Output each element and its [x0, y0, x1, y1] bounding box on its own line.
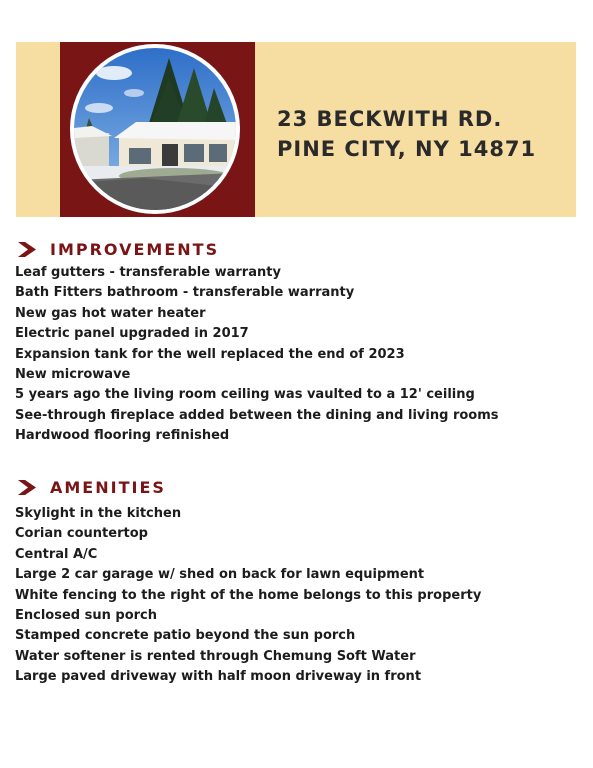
amenities-list [15, 504, 481, 688]
list-item: Water softener is rented through Chemung Soft Water [15, 648, 416, 664]
address-line-street: 23 BECKWITH RD. [277, 107, 503, 131]
chevron-right-icon [18, 242, 36, 257]
amenities-heading [18, 478, 166, 497]
improvements-list [15, 263, 499, 447]
list-item: New gas hot water heater [15, 305, 206, 321]
list-item: Skylight in the kitchen [15, 506, 182, 521]
list-item: White fencing to the right of the home belongs to this property [15, 587, 482, 603]
improvements-title: IMPROVEMENTS [50, 240, 220, 259]
list-item: See-through fireplace added between the dining and living rooms [15, 407, 499, 423]
address-line-city: PINE CITY, NY 14871 [277, 137, 537, 161]
list-item: Expansion tank for the well replaced the end of 2023 [15, 346, 405, 362]
list-item: Large paved driveway with half moon driveway in front [15, 669, 422, 685]
list-item: Electric panel upgraded in 2017 [15, 326, 249, 342]
improvements-heading [18, 240, 219, 259]
house-photo [74, 48, 236, 210]
list-item: Hardwood flooring refinished [15, 428, 230, 444]
chevron-right-icon [18, 480, 36, 495]
list-item: Corian countertop [15, 526, 148, 542]
list-item: Large 2 car garage w/ shed on back for lawn equipment [15, 567, 425, 583]
list-item: Bath Fitters bathroom - transferable warranty [15, 285, 355, 301]
list-item: Enclosed sun porch [15, 607, 157, 623]
list-item: New microwave [15, 366, 131, 382]
list-item: Leaf gutters - transferable warranty [15, 265, 281, 280]
amenities-title: AMENITIES [50, 478, 166, 497]
property-address [277, 104, 536, 164]
list-item: Central A/C [15, 546, 98, 562]
list-item: 5 years ago the living room ceiling was vaulted to a 12' ceiling [15, 387, 475, 403]
list-item: Stamped concrete patio beyond the sun porch [15, 628, 356, 644]
